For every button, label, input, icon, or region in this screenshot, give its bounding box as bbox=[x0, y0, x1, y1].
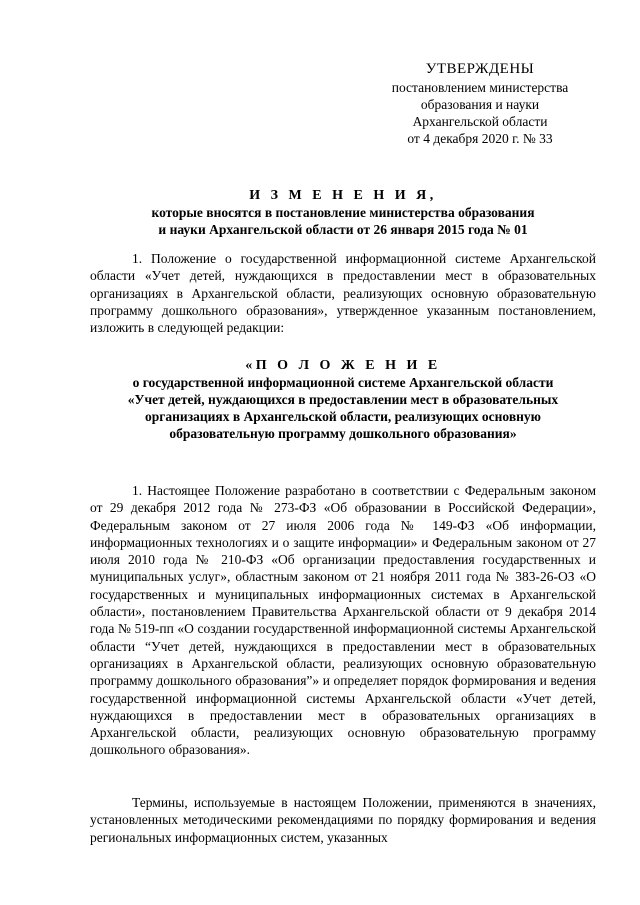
polozhenie-heading: «П О Л О Ж Е Н И Е bbox=[245, 358, 441, 373]
changes-subtitle-line-1: которые вносятся в постановление министерства образования bbox=[151, 205, 535, 220]
approval-line-3: Архангельской области bbox=[412, 114, 548, 129]
body-paragraph-2: Термины, используемые в настоящем Положении, применяются в значениях, установленных методическими рекомендациями по порядку формирования и ведения региональных информационных систем, указанных bbox=[90, 795, 596, 845]
body-paragraph-1: 1. Настоящее Положение разработано в соответствии с Федеральным законом от 29 декабря 2012 года № 273-ФЗ «Об образовании в Российской Федерации», Федеральным законом от 27 июля 2006 года № 149-ФЗ «Об информации, информационных технологиях и о защите информации» и Федеральным законом от 27 июля 2010 года № 210-ФЗ «Об организации предоставления государственных и муниципальных услуг», областным законом от 21 ноября 2011 года № 383-26-ОЗ «О государственных и муниципальных информационных системах в Архангельской области», постановлением Правительства Архангельской области от 9 декабря 2014 года № 519-пп «О создании государственной информационной системы Архангельской области “Учет детей, нуждающихся в предоставлении мест в образовательных организациях в Архангельской области, реализующих основную образовательную программу дошкольного образования”» и определяет порядок формирования и ведения государственной информационной системы Архангельской области «Учет детей, нуждающихся в предоставлении мест в образовательных организациях в Архангельской области, реализующих основную образовательную программу дошкольного образования». bbox=[90, 483, 596, 758]
changes-subtitle-line-2: и науки Архангельской области от 26 января 2015 года № 01 bbox=[158, 222, 528, 237]
approval-heading: УТВЕРЖДЕНЫ bbox=[425, 61, 535, 77]
changes-title-block bbox=[90, 187, 596, 238]
approval-line-4: от 4 декабря 2020 г. № 33 bbox=[407, 131, 553, 146]
polozhenie-subtitle-line-1: о государственной информационной системе Архангельской области bbox=[132, 375, 554, 390]
polozhenie-subtitle-line-3: организациях в Архангельской области, реализующих основную bbox=[145, 409, 541, 424]
intro-paragraph: 1. Положение о государственной информационной системе Архангельской области «Учет детей, нуждающихся в предоставлении мест в образовательных организациях в Архангельской области, реализующих основную образовательную программу дошкольного образования», утвержденное указанным постановлением, изложить в следующей редакции: bbox=[90, 251, 596, 336]
polozhenie-title-block bbox=[90, 357, 596, 442]
changes-heading: И З М Е Н Е Н И Я, bbox=[249, 188, 437, 203]
polozhenie-subtitle-line-2: «Учет детей, нуждающихся в предоставлении мест в образовательных bbox=[127, 392, 559, 407]
approval-line-1: постановлением министерства bbox=[391, 80, 569, 95]
polozhenie-subtitle-line-4: образовательную программу дошкольного образования» bbox=[169, 426, 517, 441]
approval-line-2: образования и науки bbox=[420, 97, 540, 112]
approval-stamp-block bbox=[360, 60, 600, 147]
